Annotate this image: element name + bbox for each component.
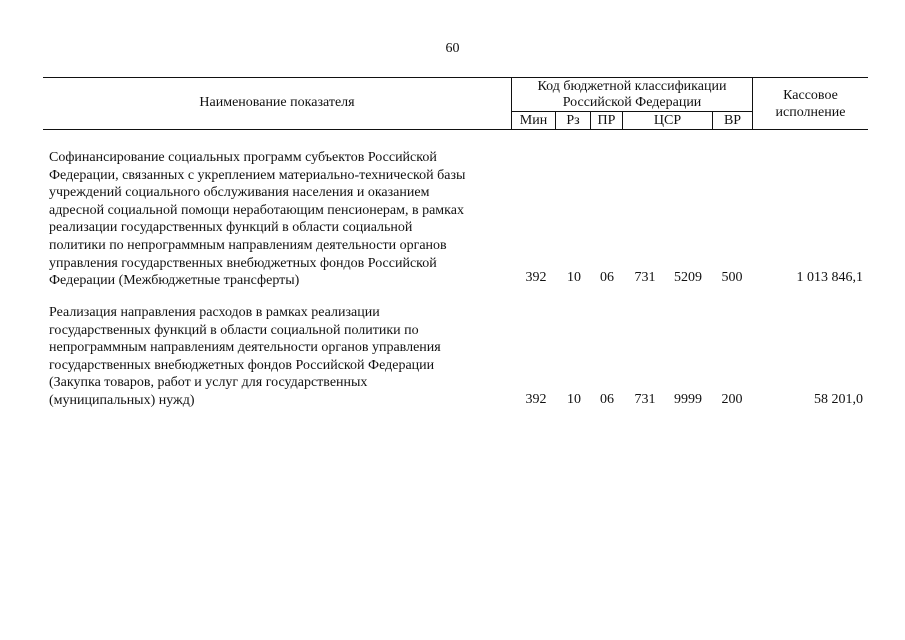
page-number: 60	[445, 41, 460, 56]
row-1-rz: 10	[567, 270, 581, 285]
row-2-amount: 58 201,0	[814, 392, 863, 407]
row-1-pr: 06	[600, 270, 614, 285]
row-1-line: реализации государственных функций в области социальной	[49, 220, 413, 236]
row-2-csr-direction: 9999	[674, 392, 702, 407]
row-2-line: непрограммным направлениям деятельности органов управления	[49, 340, 441, 356]
header-amount-line2: исполнение	[775, 105, 846, 120]
table-row-1-description	[49, 149, 519, 290]
row-2-csr-program: 731	[634, 392, 656, 407]
row-1-csr-direction: 5209	[674, 270, 702, 285]
row-1-line: учреждений социального обслуживания населения и оказанием	[49, 185, 430, 201]
row-1-amount: 1 013 846,1	[796, 270, 863, 285]
row-2-min: 392	[525, 392, 547, 407]
header-vr: ВР	[723, 113, 742, 128]
row-2-vr: 200	[721, 392, 743, 407]
row-1-line: адресной социальной помощи неработающим пенсионерам, в рамках	[49, 202, 464, 218]
row-1-line: Федерации (Межбюджетные трансферты)	[49, 273, 300, 289]
row-2-line: государственных внебюджетных фондов Российской Федерации	[49, 357, 435, 373]
header-budget-code-line1: Код бюджетной классификации	[537, 79, 727, 94]
row-2-pr: 06	[600, 392, 614, 407]
header-csr: ЦСР	[653, 113, 682, 128]
row-1-line: Федерации, связанных с укреплением материально-технической базы	[49, 167, 466, 183]
row-2-rz: 10	[567, 392, 581, 407]
row-1-line: управления государственных внебюджетных фондов Российской	[49, 255, 437, 271]
header-name-column: Наименование показателя	[199, 95, 355, 110]
row-1-csr-program: 731	[634, 270, 656, 285]
header-bottom-border	[43, 129, 868, 130]
row-1-min: 392	[525, 270, 547, 285]
row-2-line: государственных функций в области социальной политики по	[49, 322, 419, 338]
row-2-line: Реализация направления расходов в рамках реализации	[49, 305, 380, 320]
header-min: Мин	[519, 113, 548, 128]
table-header	[43, 77, 868, 130]
row-1-vr: 500	[721, 270, 743, 285]
header-amount-line1: Кассовое	[783, 88, 838, 103]
table-row-2-description	[49, 304, 519, 410]
header-pr: ПР	[597, 113, 616, 128]
row-1-line: Софинансирование социальных программ субъектов Российской	[49, 150, 437, 165]
header-budget-code-line2: Российской Федерации	[562, 95, 702, 110]
header-rz: Рз	[566, 113, 580, 128]
row-2-line: (Закупка товаров, работ и услуг для государственных	[49, 375, 368, 391]
row-1-line: политики по непрограммным направлениям деятельности органов	[49, 237, 447, 253]
row-2-line: (муниципальных) нужд)	[49, 392, 195, 408]
